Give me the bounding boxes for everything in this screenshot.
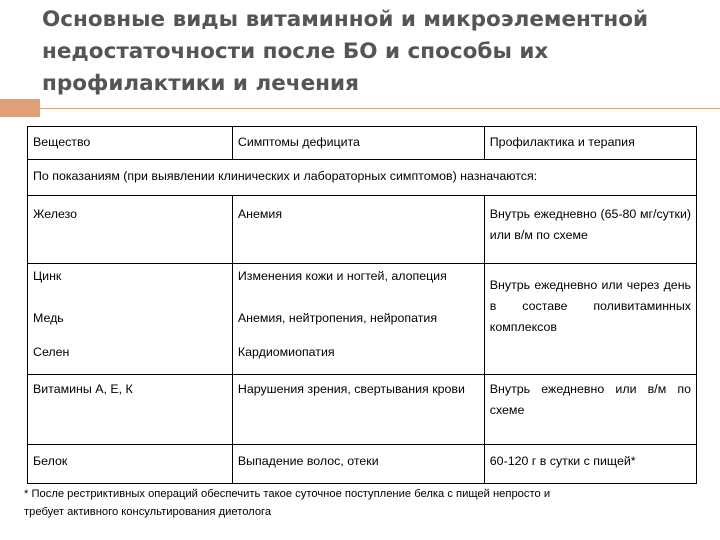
accent-square xyxy=(0,99,40,117)
cell-substance-iron: Железо xyxy=(28,196,233,264)
footnote-line-2: требует активного консультирования диетолога xyxy=(24,506,272,518)
table-header-row xyxy=(28,127,697,160)
cell-substance-trace xyxy=(28,264,233,375)
accent-divider xyxy=(40,108,720,109)
footnote-line-1: * После рестриктивных операций обеспечить такое суточное поступление белка с пищей непросто и xyxy=(24,488,551,500)
deficiency-table xyxy=(27,126,697,484)
header-therapy: Профилактика и терапия xyxy=(484,127,696,160)
page-title xyxy=(42,4,702,100)
title-line-1: Основные виды витаминной и микроэлементной xyxy=(42,7,649,32)
cell-symptoms-copper: Анемия, нейтропения, нейропатия xyxy=(237,311,438,325)
table-row-protein xyxy=(28,445,697,484)
cell-substance-copper: Медь xyxy=(33,311,64,325)
cell-therapy-protein: 60-120 г в сутки с пищей* xyxy=(484,445,696,484)
table-note: По показаниям (при выявлении клинических и лабораторных симптомов) назначаются: xyxy=(28,160,697,196)
cell-symptoms-iron: Анемия xyxy=(232,196,484,264)
cell-substance-zinc: Цинк xyxy=(33,269,62,283)
cell-substance-selenium: Селен xyxy=(33,345,70,359)
cell-symptoms-trace xyxy=(232,264,484,375)
header-symptoms: Симптомы дефицита xyxy=(232,127,484,160)
table-row-vitamins xyxy=(28,375,697,445)
cell-therapy-vitamins: Внутрь ежедневно или в/м по схеме xyxy=(484,375,696,445)
cell-symptoms-vitamins: Нарушения зрения, свертывания крови xyxy=(232,375,484,445)
title-line-3: профилактики и лечения xyxy=(42,71,359,96)
cell-therapy-trace: Внутрь ежедневно или через день в составе поливитаминных комплексов xyxy=(484,264,696,375)
cell-substance-protein: Белок xyxy=(28,445,233,484)
table-note-row xyxy=(28,160,697,196)
cell-symptoms-selenium: Кардиомиопатия xyxy=(237,345,335,359)
table-row-iron xyxy=(28,196,697,264)
cell-substance-vitamins: Витамины А, Е, К xyxy=(28,375,233,445)
title-line-2: недостаточности после БО и способы их xyxy=(42,39,549,64)
table-row-trace-elements xyxy=(28,264,697,375)
footnote xyxy=(24,485,704,521)
cell-symptoms-protein: Выпадение волос, отеки xyxy=(232,445,484,484)
cell-therapy-iron: Внутрь ежедневно (65-80 мг/сутки) или в/м по схеме xyxy=(484,196,696,264)
header-substance: Вещество xyxy=(28,127,233,160)
cell-symptoms-zinc: Изменения кожи и ногтей, алопеция xyxy=(237,269,447,283)
